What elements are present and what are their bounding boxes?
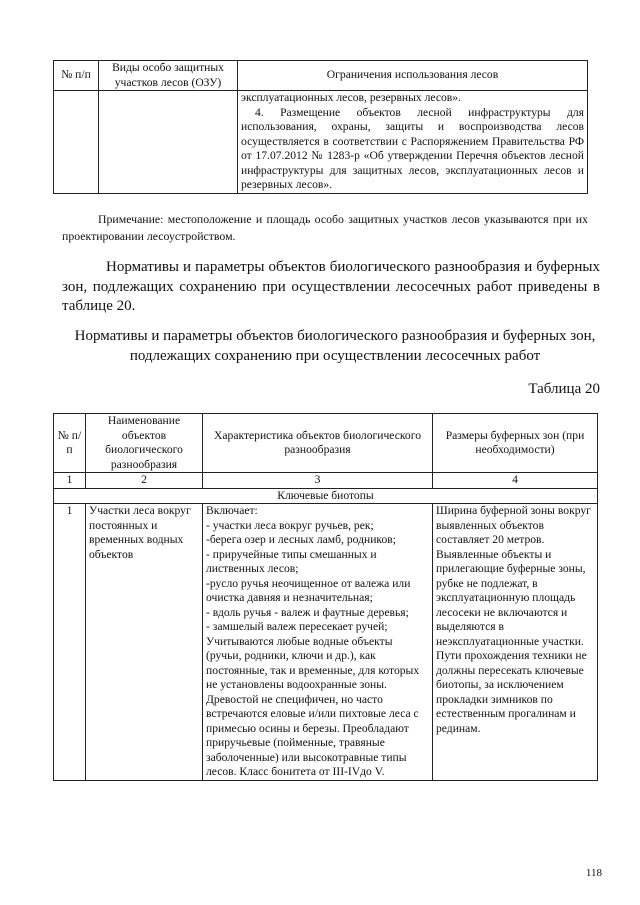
empty-cell: [99, 91, 238, 194]
restrictions-cell: [238, 91, 588, 194]
section-row: Ключевые биотопы: [54, 488, 598, 504]
row-buffer-zones: [433, 504, 598, 781]
char-line: Учитываются любые водные объекты (ручьи, родники, ключи и др.), как постоянные, так и временные, для которых не установлены водоохранные зоны. Древостой не специфичен, но часто встречаются еловые и/или пихтовые леса с примесью осины и березы. Преобладают приручьевые (пойменные, травяные заболоченные) или высокотравные типы лесов. Класс бонитета от III-IVдо V.: [206, 634, 420, 778]
char-line: -русло ручья неочищенное от валежа или очистка давняя и незначительная;: [206, 576, 411, 604]
ozu-restrictions-table: [53, 60, 588, 194]
row-characteristics: [203, 504, 433, 781]
header-num: № п/п: [54, 414, 86, 473]
table-title-line-2: подлежащих сохранению при осуществлении лесосечных работ: [129, 347, 541, 364]
zone-line: Выявленные объекты и прилегающие буферные зоны, рубке не подлежат, в эксплуатационную площадь лесосеки не включаются и выделяются в неэксплуатационные участки.: [436, 547, 586, 648]
restriction-continuation: эксплуатационных лесов, резервных лесов».: [241, 91, 461, 104]
char-line: - участки леса вокруг ручьев, рек;: [206, 518, 374, 532]
col-number: 2: [86, 473, 203, 489]
col-number: 4: [433, 473, 598, 489]
col-number: 3: [203, 473, 433, 489]
zone-line: Ширина буферной зоны вокруг выявленных объектов составляет 20 метров.: [436, 504, 591, 546]
page-number: 118: [585, 867, 602, 879]
intro-paragraph: Нормативы и параметры объектов биологического разнообразия и буферных зон, подлежащих сохранению при осуществлении лесосечных работ приведены в таблице 20.: [62, 259, 600, 314]
header-num: № п/п: [54, 61, 99, 91]
char-line: -берега озер и лесных ламб, родников;: [206, 533, 396, 546]
restriction-item-4: 4. Размещение объектов лесной инфраструктуры для использования, охраны, защиты и воспроизводства лесов осуществляется в соответствии с Распоряжением Правительства РФ от 17.07.2012 № 1283-р «Об утверждении Перечня объектов лесной инфраструктуры для защитных лесов, эксплуатационных лесов и резервных лесов».: [241, 105, 584, 191]
row-name: Участки леса вокруг постоянных и временных водных объектов: [86, 504, 203, 781]
header-characteristics: Характеристика объектов биологического разнообразия: [203, 414, 433, 473]
char-line: - вдоль ручья - валеж и фаутные деревья;: [206, 605, 409, 619]
table-title: [40, 327, 630, 366]
char-line: Включает:: [206, 504, 258, 517]
table-number: Таблица 20: [528, 381, 600, 397]
char-line: - замшелый валеж пересекает ручей;: [206, 620, 388, 633]
biodiversity-table: [53, 413, 598, 781]
header-name: Наименование объектов биологического разнообразия: [86, 414, 203, 473]
table-title-line-1: Нормативы и параметры объектов биологического разнообразия и буферных зон,: [74, 328, 596, 344]
header-types: Виды особо защитных участков лесов (ОЗУ): [99, 61, 238, 91]
char-line: - приручейные типы смешанных и лиственных лесов;: [206, 547, 377, 575]
col-number: 1: [54, 473, 86, 489]
header-buffer-zones: Размеры буферных зон (при необходимости): [433, 414, 598, 473]
empty-cell: [54, 91, 99, 194]
zone-line: Пути прохождения техники не должны пересекать ключевые биотопы, за исключением прокладки зимников по естественным прогалинам и рединам.: [436, 649, 587, 735]
table-note: Примечание: местоположение и площадь особо защитных участков лесов указываются при их проектировании лесоустройством.: [62, 212, 588, 243]
header-restrictions: Ограничения использования лесов: [238, 61, 588, 91]
row-num: 1: [54, 504, 86, 781]
